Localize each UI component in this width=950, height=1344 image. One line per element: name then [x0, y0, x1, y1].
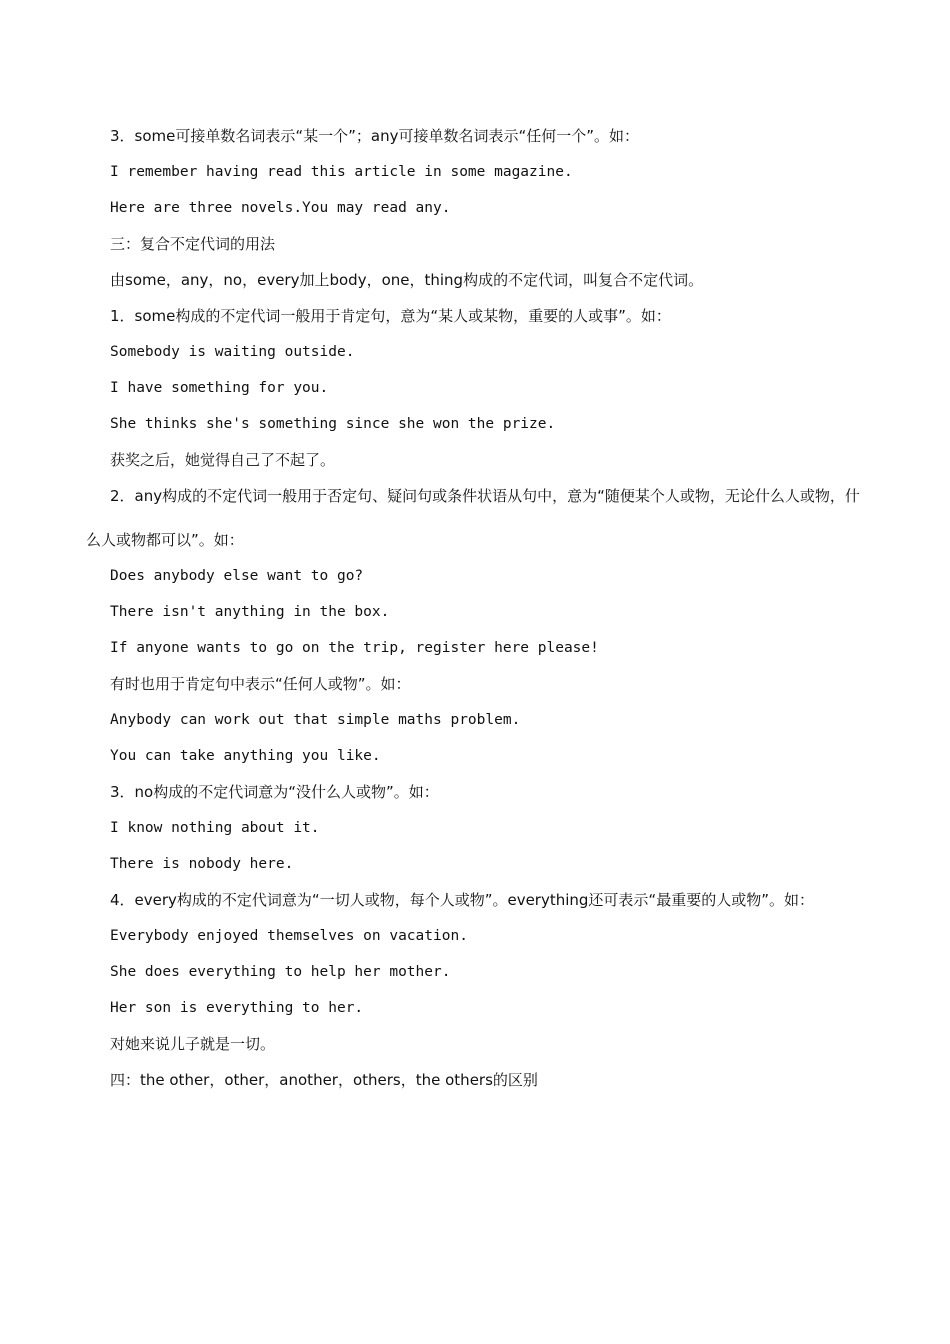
example-sentence: Does anybody else want to go? — [110, 568, 364, 584]
example-sentence: Her son is everything to her. — [110, 1000, 364, 1016]
example-sentence: I have something for you. — [110, 380, 329, 396]
example-sentence: Everybody enjoyed themselves on vacation. — [110, 928, 468, 944]
paragraph-any-compounds: 2．any构成的不定代词一般用于否定句、疑问句或条件状语从句中，意为“随便某个人或物，无论什么人或物，什么人或物都可以”。如： — [86, 487, 860, 549]
paragraph-some-compounds: 1．some构成的不定代词一般用于肯定句，意为“某人或某物，重要的人或事”。如： — [110, 307, 671, 325]
example-sentence: If anyone wants to go on the trip, register here please! — [110, 640, 599, 656]
paragraph-some-singular: 3．some可接单数名词表示“某一个”；any可接单数名词表示“任何一个”。如： — [110, 127, 640, 145]
example-sentence: Somebody is waiting outside. — [110, 344, 355, 360]
example-sentence: There is nobody here. — [110, 856, 294, 872]
example-sentence: I remember having read this article in some magazine. — [110, 164, 573, 180]
example-sentence: You can take anything you like. — [110, 748, 381, 764]
example-sentence: Anybody can work out that simple maths problem. — [110, 712, 521, 728]
document-body — [86, 118, 872, 1098]
example-sentence: I know nothing about it. — [110, 820, 320, 836]
section-heading-other-another: 四：the other，other，another，others，the others的区别 — [110, 1071, 538, 1089]
paragraph-definition: 由some，any，no，every加上body，one，thing构成的不定代词，叫复合不定代词。 — [110, 271, 704, 289]
example-sentence: Here are three novels.You may read any. — [110, 200, 451, 216]
paragraph-any-affirmative: 有时也用于肯定句中表示“任何人或物”。如： — [110, 675, 411, 693]
paragraph-every-compounds: 4．every构成的不定代词意为“一切人或物，每个人或物”。everything还可表示“最重要的人或物”。如： — [110, 891, 814, 909]
section-heading-compound-pronouns: 三：复合不定代词的用法 — [110, 235, 276, 253]
example-translation: 获奖之后，她觉得自己了不起了。 — [110, 451, 336, 469]
example-translation: 对她来说儿子就是一切。 — [110, 1035, 276, 1053]
paragraph-no-compounds: 3．no构成的不定代词意为“没什么人或物”。如： — [110, 783, 439, 801]
example-sentence: There isn't anything in the box. — [110, 604, 390, 620]
example-sentence: She does everything to help her mother. — [110, 964, 451, 980]
example-sentence: She thinks she's something since she won the prize. — [110, 416, 556, 432]
